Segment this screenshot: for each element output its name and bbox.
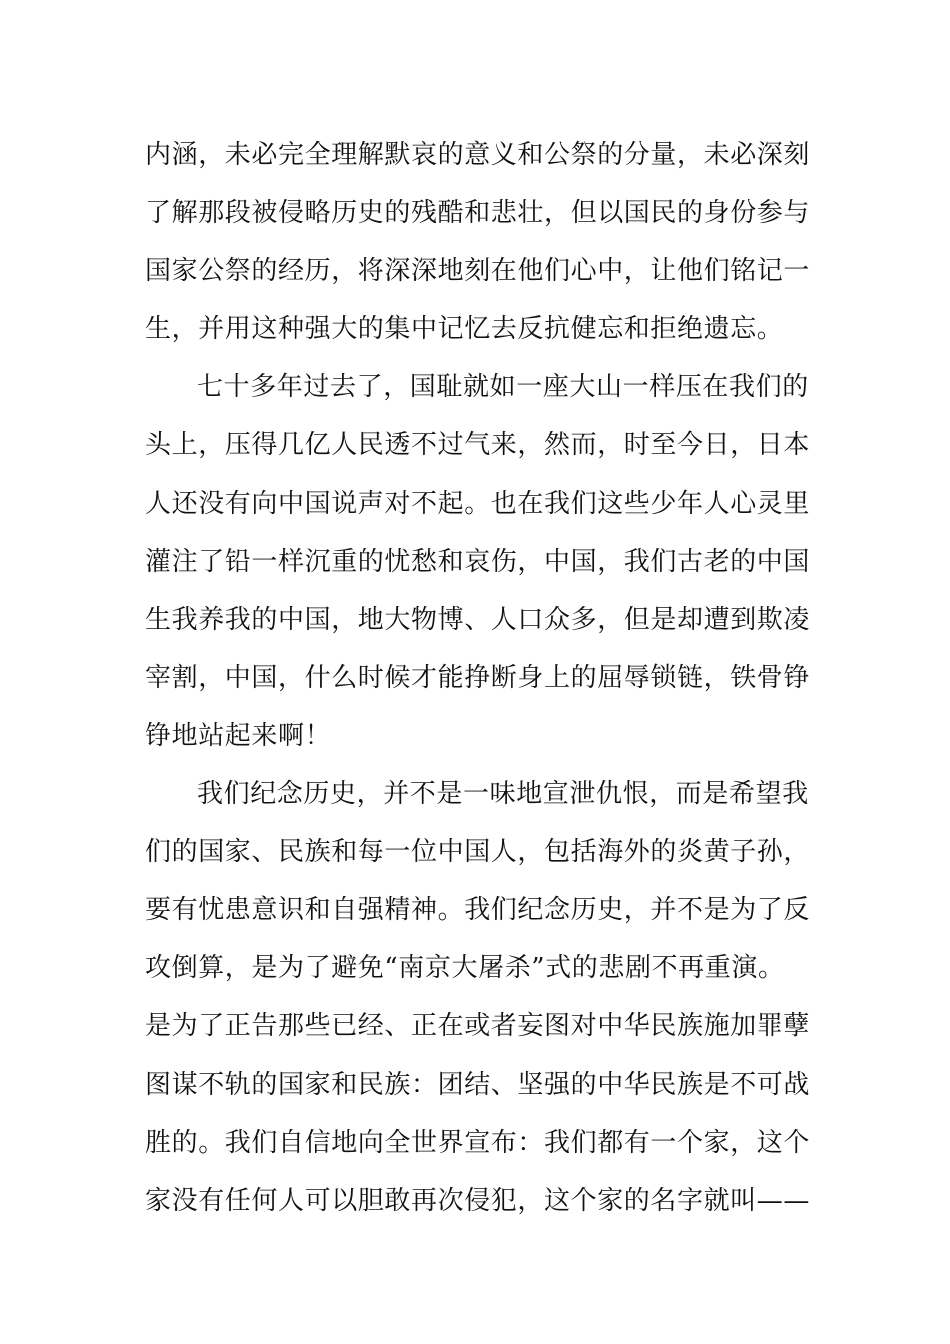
paragraph-1 xyxy=(145,126,811,358)
text-line: 要有忧患意识和自强精神。我们纪念历史，并不是为了反 xyxy=(145,895,811,926)
text-line: 人还没有向中国说声对不起。也在我们这些少年人心灵里 xyxy=(145,488,811,519)
text-line: 灌注了铅一样沉重的忧愁和哀伤，中国，我们古老的中国 xyxy=(145,546,811,577)
paragraph-2 xyxy=(145,358,811,765)
text-line: 攻倒算，是为了避免“南京大屠杀”式的悲剧不再重演。 xyxy=(145,953,785,984)
text-line: 我们纪念历史，并不是一味地宣泄仇恨，而是希望我 xyxy=(197,779,809,810)
text-line: 七十多年过去了，国耻就如一座大山一样压在我们的 xyxy=(197,372,809,403)
body-text xyxy=(145,126,811,1230)
text-line: 们的国家、民族和每一位中国人，包括海外的炎黄子孙， xyxy=(145,837,811,868)
text-line: 宰割，中国，什么时候才能挣断身上的屈辱锁链，铁骨铮 xyxy=(145,662,811,693)
text-line: 头上，压得几亿人民透不过气来，然而，时至今日，日本 xyxy=(145,430,811,461)
text-line: 生，并用这种强大的集中记忆去反抗健忘和拒绝遗忘。 xyxy=(145,314,784,345)
text-line: 图谋不轨的国家和民族：团结、坚强的中华民族是不可战 xyxy=(145,1069,811,1100)
text-line: 家没有任何人可以胆敢再次侵犯，这个家的名字就叫—— xyxy=(145,1185,811,1216)
text-line: 国家公祭的经历，将深深地刻在他们心中，让他们铭记一 xyxy=(145,256,811,287)
text-line: 铮地站起来啊！ xyxy=(145,720,332,751)
text-line: 生我养我的中国，地大物博、人口众多，但是却遭到欺凌 xyxy=(145,604,811,635)
text-line: 胜的。我们自信地向全世界宣布：我们都有一个家，这个 xyxy=(145,1127,811,1158)
text-line: 了解那段被侵略历史的残酷和悲壮，但以国民的身份参与 xyxy=(145,198,811,229)
text-line: 内涵，未必完全理解默哀的意义和公祭的分量，未必深刻 xyxy=(145,140,811,170)
text-line: 是为了正告那些已经、正在或者妄图对中华民族施加罪孽 xyxy=(145,1011,811,1042)
paragraph-3 xyxy=(145,765,811,1230)
